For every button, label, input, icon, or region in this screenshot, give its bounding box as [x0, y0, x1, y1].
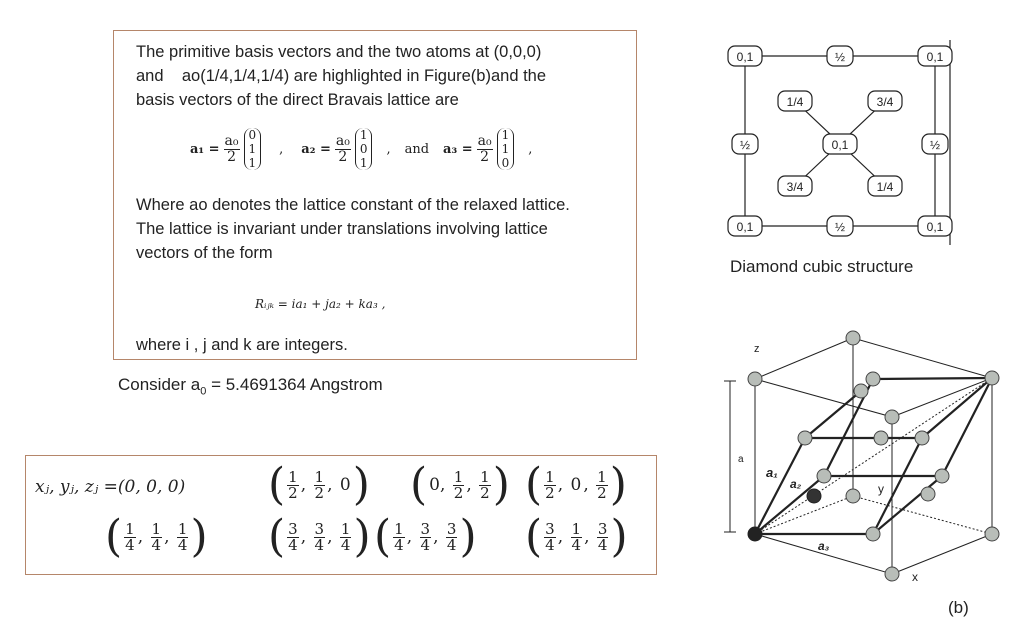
label: 1 [288, 467, 298, 486]
label: 1 [248, 156, 257, 170]
a3-label: a₃ = [443, 141, 473, 157]
site-label: 3/4 [786, 180, 804, 194]
label: 3 [314, 519, 325, 538]
atom [846, 331, 860, 345]
cube-edge [892, 534, 992, 574]
label: 2 [338, 148, 348, 165]
site-label: 3/4 [876, 95, 894, 109]
label: 2 [480, 148, 490, 165]
label: 0 [200, 385, 207, 398]
label: 3 [446, 519, 457, 538]
label: 3 [288, 519, 298, 538]
label: y [878, 482, 884, 496]
site-label: 0,1 [831, 138, 849, 152]
label: 2 [314, 483, 325, 502]
label: z [754, 343, 760, 355]
label: and [404, 141, 430, 157]
label: 1 [453, 467, 464, 486]
basis-vector-equations: a₁ = $\frac{\text{a₀}}{2}$ 0 1 1 , a₂ = $\frac{\text{a₀}}{2}$ 1 0 1 , and a₃ = $\frac{\text{a₀}}{2}$ 1 1 0 , [190, 128, 533, 170]
origin-position: xⱼ, yⱼ, zⱼ =(0, 0, 0) [35, 477, 186, 497]
label: 4 [597, 535, 608, 554]
site-label: 1/4 [876, 180, 894, 194]
label: a₀ [477, 132, 492, 149]
paragraph-line: vectors of the form [136, 244, 273, 262]
atom [854, 384, 868, 398]
label: 1 [177, 519, 188, 538]
label: 4 [314, 535, 325, 554]
atom [885, 567, 899, 581]
primitive-cell-edge [873, 378, 992, 379]
primitive-cell-figure [724, 331, 999, 584]
label: 1 [571, 519, 582, 538]
label: 1 [151, 519, 162, 538]
cube-edge [892, 378, 992, 417]
dotted-line [755, 378, 992, 534]
label: 0 [359, 142, 368, 156]
atom [866, 372, 880, 386]
atom-position: ( $\frac{1}{2}$ , $\frac{1}{2}$ , 0 ) [268, 459, 370, 510]
label: 1 [340, 519, 351, 538]
a1-label: a₁ = [190, 141, 220, 157]
label: 1 [394, 519, 404, 538]
label: 4 [420, 535, 431, 554]
paragraph-line: Where ao denotes the lattice constant of the relaxed lattice. [136, 196, 570, 214]
atom [748, 372, 762, 386]
label: 1 [480, 467, 490, 486]
label: a₁ [766, 465, 778, 480]
label: Consider a [118, 375, 201, 394]
atom [817, 469, 831, 483]
atom [846, 489, 860, 503]
label: 4 [151, 535, 162, 554]
paragraph-line: where i , j and k are integers. [136, 336, 348, 354]
label: 4 [340, 535, 351, 554]
primitive-cell-edge [922, 378, 992, 438]
label: 0 [501, 156, 510, 170]
label: a [738, 454, 744, 465]
label: 1 [597, 467, 607, 486]
diamond-cubic-diagram [728, 40, 952, 245]
label: a₂ [790, 477, 802, 491]
label: 4 [446, 535, 457, 554]
paragraph-line: The primitive basis vectors and the two atoms at (0,0,0) [136, 43, 542, 61]
origin-atom [748, 527, 762, 541]
figure-b-caption: (b) [948, 598, 969, 617]
label: 3 [545, 519, 555, 538]
dotted-line [755, 496, 853, 534]
paragraph-line: The lattice is invariant under translations involving lattice [136, 220, 548, 238]
atom [866, 527, 880, 541]
atom [874, 431, 888, 445]
site-label: ½ [929, 138, 941, 152]
label: 2 [453, 483, 464, 502]
site-label: 1/4 [786, 95, 804, 109]
paragraph-line: basis vectors of the direct Bravais lattice are [136, 91, 459, 109]
label: 1 [501, 128, 510, 142]
label: 2 [597, 483, 607, 502]
label: 0 [248, 128, 257, 142]
label: 1 [359, 128, 368, 142]
site-label: ½ [739, 138, 751, 152]
label: 2 [288, 483, 298, 502]
site-label: 0,1 [736, 50, 754, 64]
atom-position: ( $\frac{1}{2}$ , 0 , $\frac{1}{2}$ ) [525, 459, 627, 510]
label: 3 [597, 519, 608, 538]
label: 2 [227, 148, 236, 165]
label: 4 [125, 535, 135, 554]
atom-position: ( 0, $\frac{1}{2}$ , $\frac{1}{2}$ ) [410, 459, 510, 510]
site-label: 0,1 [926, 50, 944, 64]
site-label: 0,1 [736, 220, 754, 234]
label: 1 [501, 142, 510, 156]
paragraph-line: and ao(1/4,1/4,1/4) are highlighted in Figure(b)and the [136, 67, 547, 85]
basis-atom [807, 489, 821, 503]
label: a₀ [224, 132, 239, 149]
atom [915, 431, 929, 445]
atom-position: ( $\frac{1}{4}$ , $\frac{3}{4}$ , $\frac{3}{4}$ ) [374, 511, 477, 562]
label: 4 [545, 535, 555, 554]
label: 1 [545, 467, 555, 486]
label: 4 [177, 535, 188, 554]
label: 1 [248, 142, 257, 156]
atom [935, 469, 949, 483]
label: 4 [571, 535, 582, 554]
primitive-cell-edge [942, 378, 992, 476]
label: 1 [359, 156, 368, 170]
label: 3 [420, 519, 431, 538]
label: 1 [314, 467, 325, 486]
label: a₃ [818, 539, 830, 553]
label: 4 [288, 535, 298, 554]
label: x [912, 570, 918, 584]
site-label: 0,1 [926, 220, 944, 234]
site-label: ½ [834, 220, 846, 234]
atom [921, 487, 935, 501]
site-label: ½ [834, 50, 846, 64]
atom [798, 431, 812, 445]
label: = 5.4691364 Angstrom [206, 375, 383, 394]
atom [985, 527, 999, 541]
atom-position: ( $\frac{1}{4}$ , $\frac{1}{4}$ , $\frac{1}{4}$ ) [105, 511, 208, 562]
atom-position: ( $\frac{3}{4}$ , $\frac{1}{4}$ , $\frac{3}{4}$ ) [525, 511, 628, 562]
label: 4 [394, 535, 404, 554]
label: 1 [125, 519, 135, 538]
atom [985, 371, 999, 385]
label: a₀ [335, 132, 350, 149]
atom-position: ( $\frac{3}{4}$ , $\frac{3}{4}$ , $\frac{1}{4}$ ) [268, 511, 371, 562]
diamond-caption: Diamond cubic structure [730, 257, 914, 276]
a2-label: a₂ = [301, 141, 331, 157]
cube-edge [755, 338, 853, 379]
label: 2 [545, 483, 555, 502]
lattice-vector-equation: Rᵢⱼₖ = ia₁ + ja₂ + ka₃ , [255, 297, 386, 311]
atom [885, 410, 899, 424]
label: 2 [480, 483, 490, 502]
